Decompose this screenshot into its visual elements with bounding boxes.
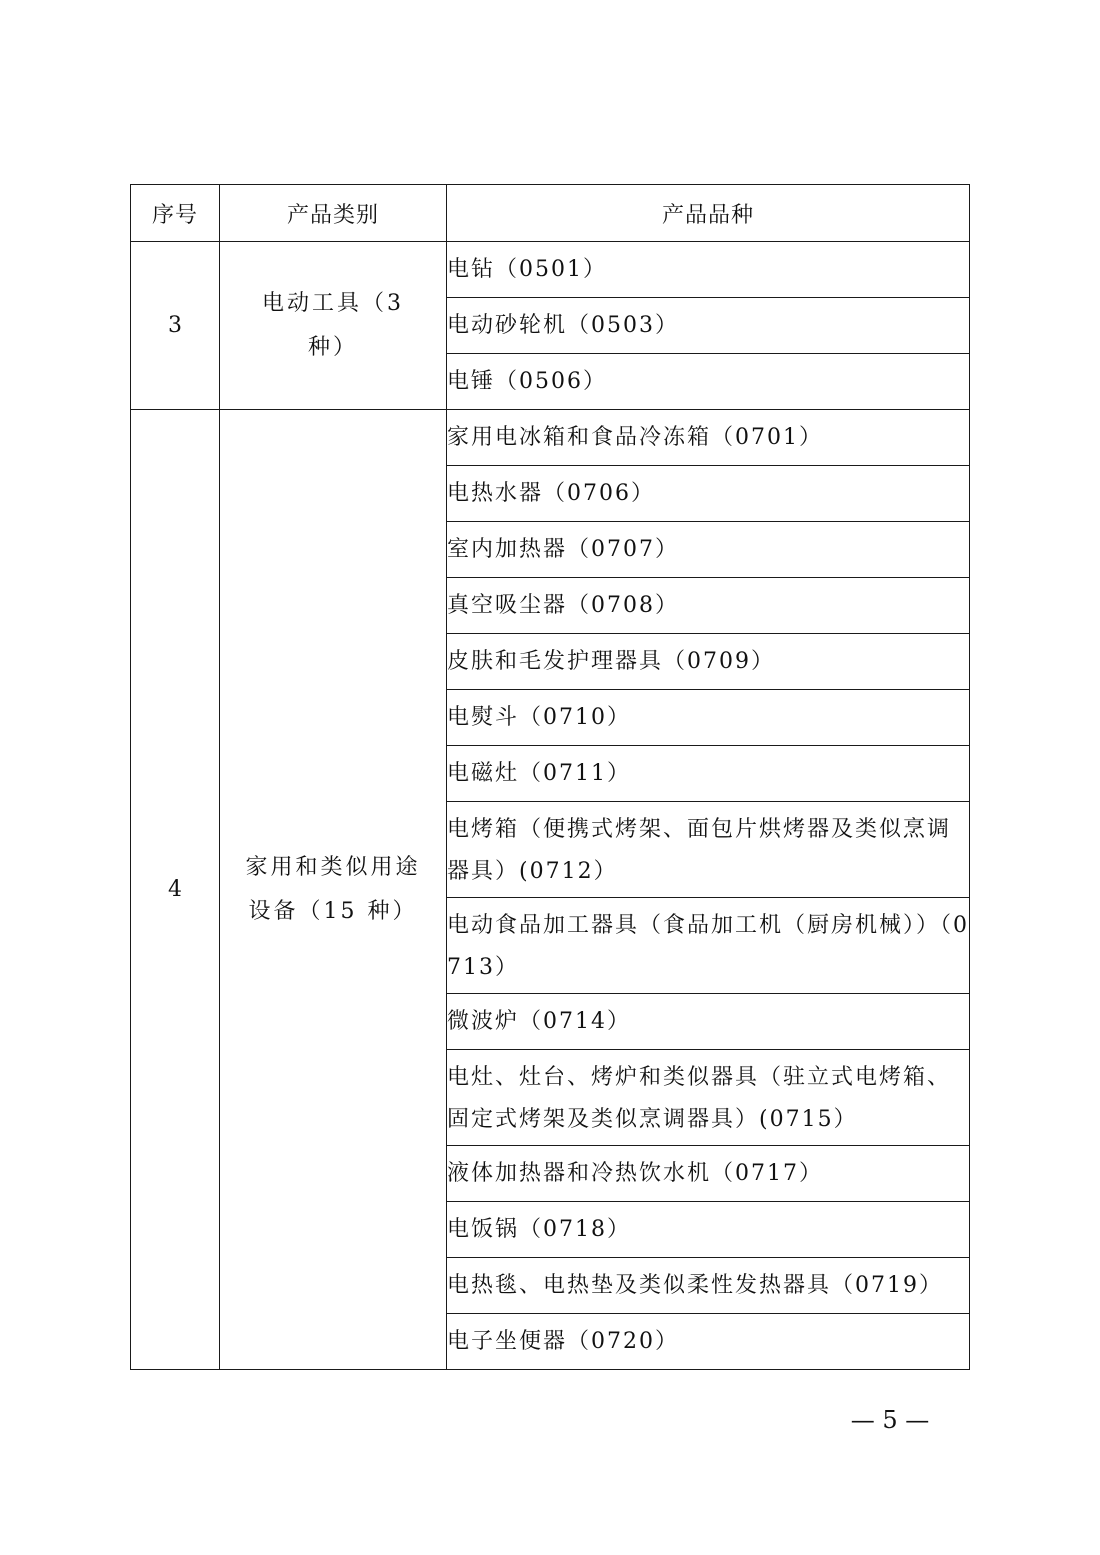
product-item bbox=[447, 522, 970, 578]
product-item bbox=[447, 1314, 970, 1370]
product-item-label: 电饭锅（0718） bbox=[447, 1216, 631, 1242]
product-item bbox=[447, 746, 970, 802]
product-item bbox=[447, 578, 970, 634]
product-item-label: 电灶、灶台、烤炉和类似器具（驻立式电烤箱、固定式烤架及类似烹调器具）(0715） bbox=[447, 1064, 952, 1132]
group-category bbox=[220, 410, 447, 1370]
product-catalog-table bbox=[130, 184, 970, 1370]
product-item bbox=[447, 898, 970, 994]
product-item bbox=[447, 802, 970, 898]
header-seq: 序号 bbox=[131, 185, 220, 242]
header-variety: 产品品种 bbox=[447, 185, 970, 242]
product-item bbox=[447, 994, 970, 1050]
product-item-label: 液体加热器和冷热饮水机（0717） bbox=[447, 1160, 823, 1186]
group-category bbox=[220, 242, 447, 410]
table-header-row bbox=[131, 185, 970, 242]
product-item bbox=[447, 690, 970, 746]
product-item bbox=[447, 410, 970, 466]
table-row bbox=[131, 410, 970, 466]
group-seq: 4 bbox=[131, 410, 220, 1370]
product-item-label: 室内加热器（0707） bbox=[447, 536, 679, 562]
product-item-label: 电熨斗（0710） bbox=[447, 704, 631, 730]
product-item-label: 真空吸尘器（0708） bbox=[447, 592, 679, 618]
product-item-label: 皮肤和毛发护理器具（0709） bbox=[447, 648, 775, 674]
product-item-label: 电磁灶（0711） bbox=[447, 760, 631, 786]
group-category-label: 电动工具（3 种） bbox=[262, 290, 404, 360]
product-item bbox=[447, 298, 970, 354]
page-number: — 5 — bbox=[850, 1406, 930, 1434]
product-item bbox=[447, 466, 970, 522]
group-category-label: 家用和类似用途设备（15 种） bbox=[245, 854, 421, 924]
product-item-label: 电动砂轮机（0503） bbox=[447, 312, 679, 338]
product-item bbox=[447, 1050, 970, 1146]
product-item-label: 电热水器（0706） bbox=[447, 480, 655, 506]
product-item-label: 家用电冰箱和食品冷冻箱（0701） bbox=[447, 424, 823, 450]
product-item-label: 微波炉（0714） bbox=[447, 1008, 631, 1034]
product-item-label: 电烤箱（便携式烤架、面包片烘烤器及类似烹调器具）(0712） bbox=[447, 816, 952, 884]
header-category: 产品类别 bbox=[220, 185, 447, 242]
table-row bbox=[131, 242, 970, 298]
product-item-label: 电动食品加工器具（食品加工机（厨房机械））（0713） bbox=[447, 912, 969, 980]
product-item bbox=[447, 1202, 970, 1258]
product-item bbox=[447, 1258, 970, 1314]
product-item-label: 电热毯、电热垫及类似柔性发热器具（0719） bbox=[447, 1272, 943, 1298]
product-item bbox=[447, 634, 970, 690]
product-item-label: 电子坐便器（0720） bbox=[447, 1328, 679, 1354]
product-item-label: 电钻（0501） bbox=[447, 256, 607, 282]
product-item bbox=[447, 1146, 970, 1202]
product-item bbox=[447, 354, 970, 410]
product-item bbox=[447, 242, 970, 298]
product-item-label: 电锤（0506） bbox=[447, 368, 607, 394]
group-seq: 3 bbox=[131, 242, 220, 410]
